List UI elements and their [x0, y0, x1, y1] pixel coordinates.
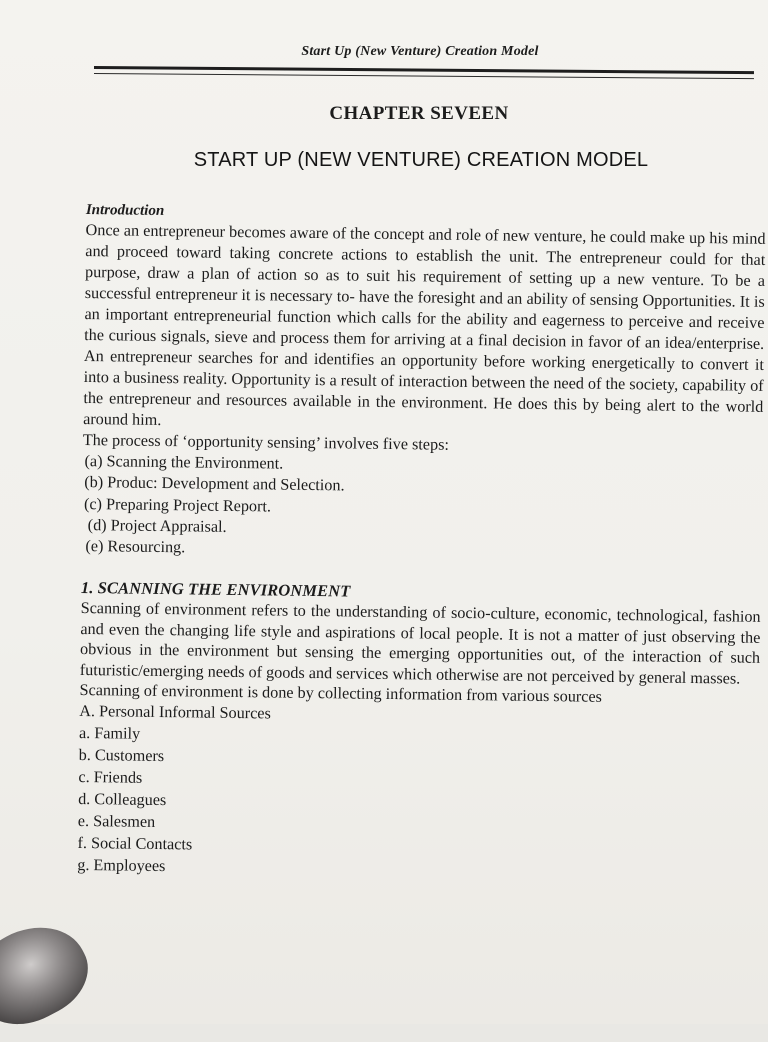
list-item: d. Colleagues	[78, 790, 167, 810]
section-paragraph: Scanning of environment refers to the understanding of socio-culture, economic, technological, fashion and even the changing life style and aspirations of local people. It is not a matter of just observing the obvious in the environment but sensing the emerging opportunities out, of the interaction of such futuristic/emerging needs of goods and services which otherwise are not perceived by general masses.	[79, 599, 761, 688]
list-item: (a) Scanning the Environment.	[84, 452, 284, 473]
chapter-heading: CHAPTER SEVEEN	[329, 103, 509, 124]
list-item: g. Employees	[77, 856, 166, 876]
steps-list	[81, 451, 762, 566]
collect-line: Scanning of environment is done by collecting information from various sources	[79, 681, 603, 707]
running-head: Start Up (New Venture) Creation Model	[301, 44, 539, 59]
list-item: (e) Resourcing.	[85, 537, 186, 557]
section-heading: 1. SCANNING THE ENVIRONMENT	[80, 578, 351, 601]
list-item: a. Family	[78, 724, 141, 744]
introduction-label: Introduction	[85, 201, 165, 220]
list-item: (d) Project Appraisal.	[87, 515, 227, 536]
list-item: e. Salesmen	[77, 812, 156, 832]
list-item: (c) Preparing Project Report.	[83, 494, 272, 516]
introduction-paragraph: Once an entrepreneur becomes aware of the concept and role of new venture, he could make up his mind and proceed toward taking concrete actions to establish the unit. The entrepreneur could for that purpose, draw a plan of action so as to suit his requirement of setting up a new venture. To be a successful entrepreneur it is necessary to- have the foresight and an ability of sensing Opportunities. It is an important entrepreneurial function which calls for the ability and eagerness to perceive and receive the curious signals, sieve and process them for arriving at a final decision in favor of an idea/enterprise. An entrepreneur searches for and identifies an opportunity before working energetically to convert it into a business reality. Opportunity is a result of interaction between the need of the society, capability of the entrepreneur and resources available in the environment. He does this by being alert to the world around him.	[83, 220, 766, 430]
page-title: START UP (NEW VENTURE) CREATION MODEL	[193, 149, 649, 171]
list-item: b. Customers	[78, 746, 165, 766]
list-item: (b) Produc: Development and Selection.	[84, 473, 345, 495]
header-rule-thin	[94, 73, 754, 79]
thumb-in-frame	[0, 908, 102, 1042]
body-content	[77, 200, 766, 885]
list-item: c. Friends	[78, 768, 143, 788]
list-item: f. Social Contacts	[77, 834, 193, 854]
sources-heading: A. Personal Informal Sources	[79, 702, 271, 723]
sources-list	[77, 722, 759, 885]
process-line: The process of ‘opportunity sensing’ involves five steps:	[82, 430, 450, 454]
